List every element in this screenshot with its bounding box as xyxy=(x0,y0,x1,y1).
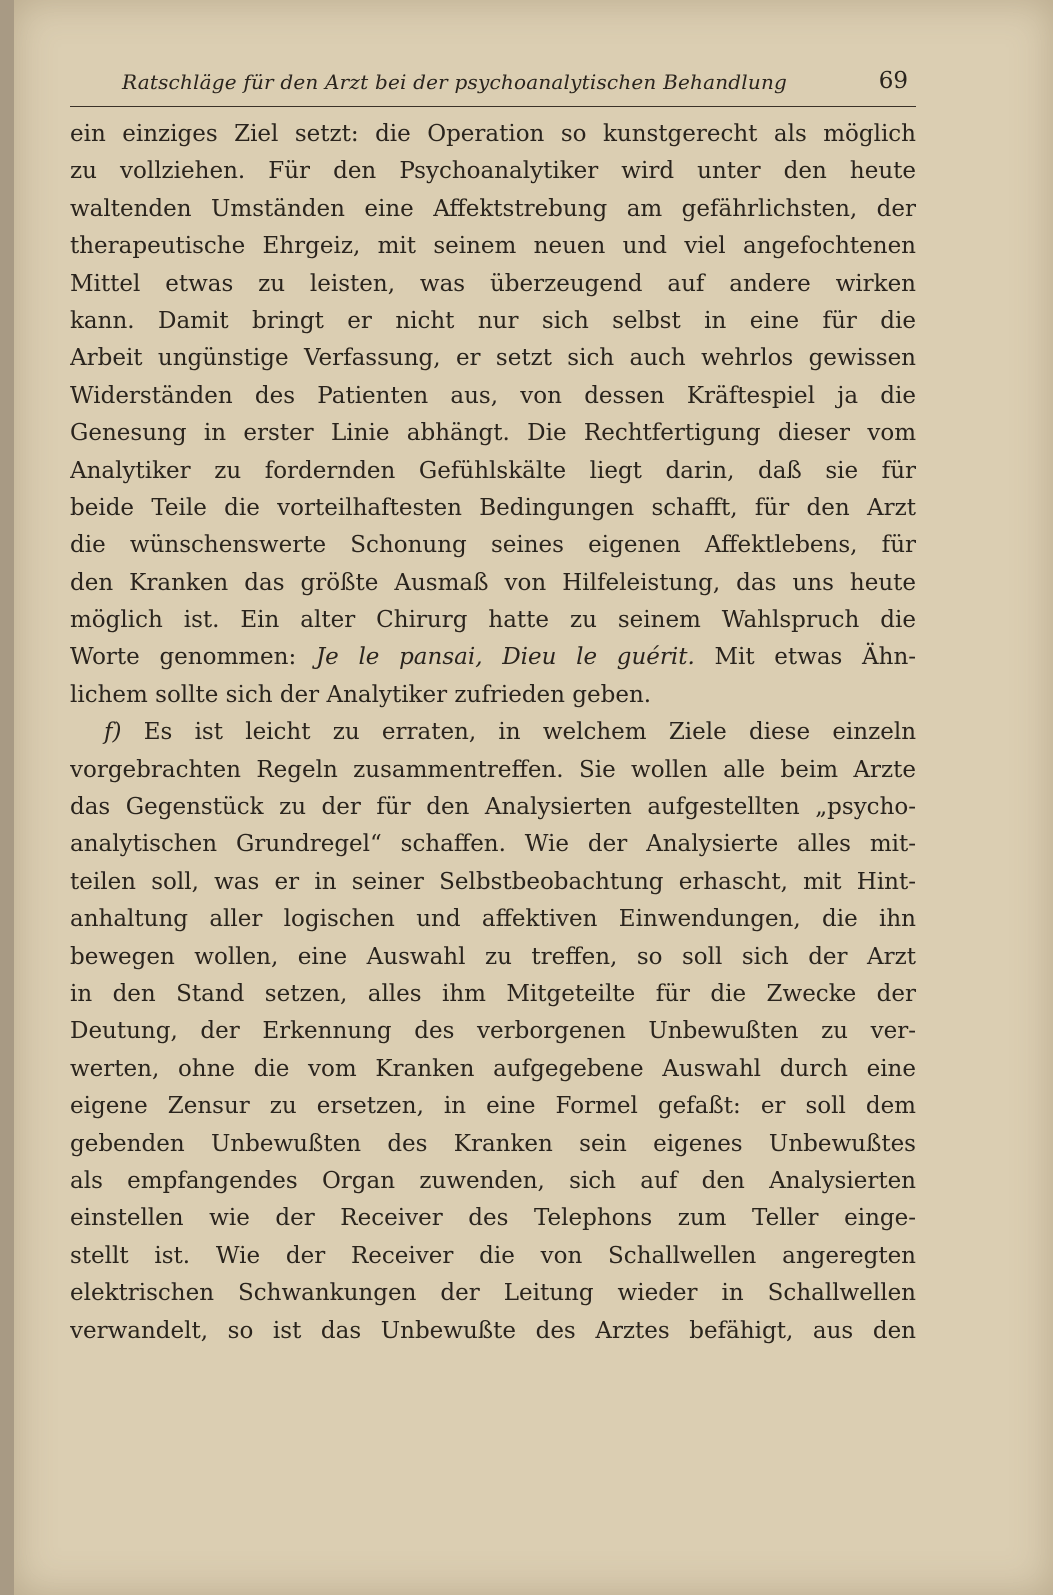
text-line: elektrischen Schwankungen der Leitung wieder in Schallwellen xyxy=(70,1280,916,1307)
text-line: werten, ohne die vom Kranken aufgegebene Auswahl durch eine xyxy=(70,1055,916,1082)
text-line: als empfangendes Organ zuwenden, sich auf den Analysierten xyxy=(70,1167,916,1194)
text-line-paragraph-start xyxy=(70,714,916,751)
text-line: waltenden Umständen eine Affektstrebung am gefährlichsten, der xyxy=(70,195,916,222)
text-line: Deutung, der Erkennung des verborgenen Unbewußten zu ver- xyxy=(70,1018,916,1045)
text-line: Widerständen des Patienten aus, von dessen Kräftespiel ja die xyxy=(70,382,916,409)
text-line xyxy=(70,639,916,676)
text-line: einstellen wie der Receiver des Telephons zum Teller einge- xyxy=(70,1205,916,1232)
book-page xyxy=(14,0,1053,1595)
text-line-paragraph-end: lichem sollte sich der Analytiker zufrieden geben. xyxy=(70,681,652,708)
text-line: Arbeit ungünstige Verfassung, er setzt sich auch wehrlos gewissen xyxy=(70,345,916,372)
text-line: in den Stand setzen, alles ihm Mitgeteilte für die Zwecke der xyxy=(70,980,916,1007)
text-line: möglich ist. Ein alter Chirurg hatte zu seinem Wahlspruch die xyxy=(70,607,916,634)
text-segment: Mit etwas Ähn- xyxy=(714,644,916,671)
text-line: analytischen Grundregel“ schaffen. Wie der Analysierte alles mit- xyxy=(70,831,916,858)
text-line: eigene Zensur zu ersetzen, in eine Formel gefaßt: er soll dem xyxy=(70,1093,916,1120)
text-line: Mittel etwas zu leisten, was überzeugend auf andere wirken xyxy=(70,270,916,297)
body-text xyxy=(70,116,916,1350)
text-line: das Gegenstück zu der für den Analysierten aufgestellten „psycho- xyxy=(70,794,916,821)
text-line: therapeutische Ehrgeiz, mit seinem neuen und viel angefochtenen xyxy=(70,233,916,260)
text-line: ein einziges Ziel setzt: die Operation so kunstgerecht als möglich xyxy=(70,121,916,147)
text-segment: Es ist leicht zu erraten, in welchem Ziele diese einzeln xyxy=(143,719,916,746)
text-segment: Worte genommen: xyxy=(70,644,297,671)
text-line: vorgebrachten Regeln zusammentreffen. Sie wollen alle beim Arzte xyxy=(70,756,916,783)
text-line: teilen soll, was er in seiner Selbstbeobachtung erhascht, mit Hint- xyxy=(70,868,916,895)
text-line: Genesung in erster Linie abhängt. Die Rechtfertigung dieser vom xyxy=(70,420,916,447)
page-number: 69 xyxy=(878,68,908,94)
text-line: bewegen wollen, eine Auswahl zu treffen, so soll sich der Arzt xyxy=(70,943,916,970)
text-line: kann. Damit bringt er nicht nur sich selbst in eine für die xyxy=(70,307,916,334)
text-line: anhaltung aller logischen und affektiven Einwendungen, die ihn xyxy=(70,906,916,933)
text-line: beide Teile die vorteilhaftesten Bedingungen schafft, für den Arzt xyxy=(70,494,916,521)
text-line: Analytiker zu fordernden Gefühlskälte liegt darin, daß sie für xyxy=(70,457,916,484)
text-line: die wünschenswerte Schonung seines eigenen Affektlebens, für xyxy=(70,532,916,559)
text-line: den Kranken das größte Ausmaß von Hilfeleistung, das uns heute xyxy=(70,569,916,596)
running-title: Ratschläge für den Arzt bei der psychoanalytischen Behandlung xyxy=(122,70,788,94)
text-line: gebenden Unbewußten des Kranken sein eigenes Unbewußtes xyxy=(70,1130,916,1157)
page-header xyxy=(70,66,916,107)
text-line: verwandelt, so ist das Unbewußte des Arztes befähigt, aus den xyxy=(70,1317,916,1344)
section-marker: f) xyxy=(104,719,122,746)
text-line: zu vollziehen. Für den Psychoanalytiker wird unter den heute xyxy=(70,158,916,185)
text-line: stellt ist. Wie der Receiver die von Schallwellen angeregten xyxy=(70,1242,916,1269)
latin-quote: Je le pansai, Dieu le guérit. xyxy=(315,644,695,671)
